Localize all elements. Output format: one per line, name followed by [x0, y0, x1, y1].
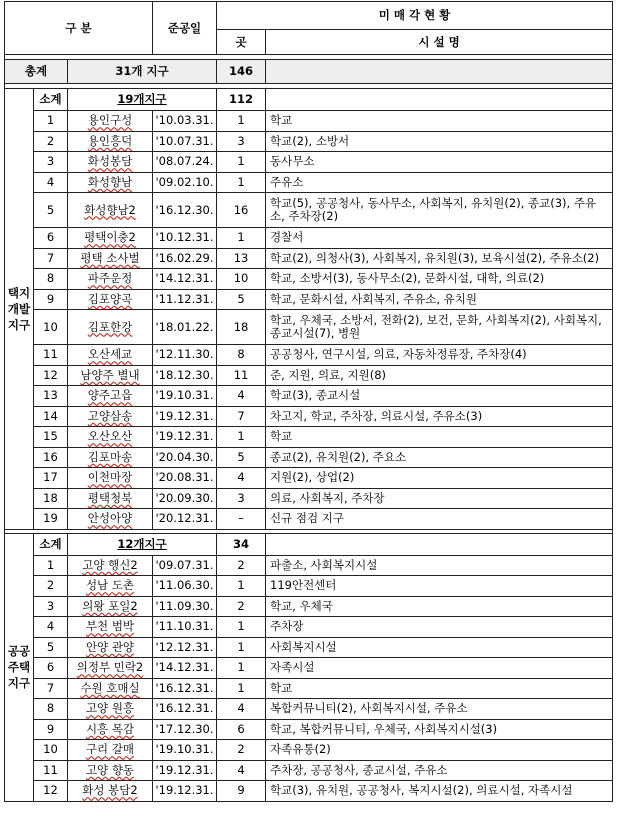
completion-date: '12.11.30. — [153, 345, 217, 366]
unsold-count: 1 — [217, 427, 266, 448]
district-name-text: 이천마장 — [87, 470, 133, 485]
district-name-text: 안성아양 — [87, 511, 133, 526]
subtotal-row — [5, 89, 613, 111]
row-number: 11 — [34, 760, 68, 781]
district-name-text: 안양 관양 — [85, 639, 135, 654]
row-number: 4 — [34, 172, 68, 193]
facility-names: 차고지, 학교, 주차장, 의료시설, 주유소(3) — [266, 406, 613, 427]
table-row — [5, 576, 613, 597]
district-name — [68, 637, 153, 658]
completion-date: '17.12.30. — [153, 719, 217, 740]
table-row — [5, 488, 613, 509]
table-row — [5, 365, 613, 386]
district-name-text: 성남 도촌 — [85, 578, 135, 593]
table-row — [5, 468, 613, 489]
completion-date: '16.12.30. — [153, 193, 217, 228]
table-row — [5, 193, 613, 228]
unsold-count: 13 — [217, 248, 266, 269]
table-row — [5, 172, 613, 193]
facility-names: 학교 — [266, 427, 613, 448]
completion-date: '19.12.31. — [153, 760, 217, 781]
district-name — [68, 576, 153, 597]
unsold-count: 4 — [217, 468, 266, 489]
facility-names: 경찰서 — [266, 228, 613, 249]
header-category: 구 분 — [5, 2, 153, 55]
facility-names: 학교, 소방서(3), 동사무소(2), 문화시설, 대학, 의료(2) — [266, 269, 613, 290]
subtotal-label: 소계 — [34, 89, 68, 111]
unsold-count: 1 — [217, 678, 266, 699]
row-number: 13 — [34, 386, 68, 407]
facility-names: 주유소 — [266, 172, 613, 193]
subtotal-count: 34 — [217, 533, 266, 555]
row-number: 19 — [34, 509, 68, 530]
unsold-count: 1 — [217, 111, 266, 132]
district-name-text: 평택청북 — [87, 490, 133, 505]
table-row — [5, 152, 613, 173]
facility-names: 학교(5), 공공청사, 동사무소, 사회복지, 유치원(2), 종교(3), 주유소, 주차장(2) — [266, 193, 613, 228]
facility-names: 학교(2), 소방서 — [266, 131, 613, 152]
district-name-text: 용인구성 — [87, 113, 133, 128]
district-name-text: 고양 원흥 — [85, 701, 135, 716]
unsold-count: 1 — [217, 617, 266, 638]
district-name — [68, 172, 153, 193]
subtotal-districts: 19개지구 — [68, 89, 217, 111]
table-row — [5, 427, 613, 448]
district-name — [68, 310, 153, 345]
district-name-text: 오산오산 — [87, 429, 133, 444]
row-number: 7 — [34, 678, 68, 699]
unsold-count: 1 — [217, 172, 266, 193]
district-name — [68, 111, 153, 132]
district-name — [68, 289, 153, 310]
subtotal-facility — [266, 89, 613, 111]
row-number: 6 — [34, 658, 68, 679]
district-name-text: 부천 범박 — [85, 619, 135, 634]
table-row — [5, 637, 613, 658]
district-name-text: 고양삼송 — [87, 408, 133, 423]
table-row — [5, 248, 613, 269]
unsold-count: – — [217, 509, 266, 530]
table-row — [5, 596, 613, 617]
table-row — [5, 699, 613, 720]
completion-date: '11.09.30. — [153, 596, 217, 617]
table-row — [5, 719, 613, 740]
unsold-count: 2 — [217, 555, 266, 576]
row-number: 1 — [34, 555, 68, 576]
completion-date: '16.12.31. — [153, 699, 217, 720]
completion-date: '08.07.24. — [153, 152, 217, 173]
header-completion-date: 준공일 — [153, 2, 217, 55]
completion-date: '14.12.31. — [153, 269, 217, 290]
table-row — [5, 345, 613, 366]
completion-date: '14.12.31. — [153, 658, 217, 679]
unsold-count: 1 — [217, 658, 266, 679]
district-name — [68, 228, 153, 249]
district-name — [68, 193, 153, 228]
group-label: 택지 개발 지구 — [5, 89, 34, 530]
completion-date: '10.03.31. — [153, 111, 217, 132]
district-name — [68, 555, 153, 576]
unsold-count: 10 — [217, 269, 266, 290]
completion-date: '09.07.31. — [153, 555, 217, 576]
district-name — [68, 781, 153, 802]
subtotal-count: 112 — [217, 89, 266, 111]
table-row — [5, 760, 613, 781]
district-name — [68, 131, 153, 152]
completion-date: '19.10.31. — [153, 740, 217, 761]
unsold-count: 2 — [217, 596, 266, 617]
table-row — [5, 228, 613, 249]
district-name-text: 파주운정 — [87, 271, 133, 286]
row-number: 12 — [34, 781, 68, 802]
unsold-count: 7 — [217, 406, 266, 427]
table-row — [5, 555, 613, 576]
facility-names: 자족유통(2) — [266, 740, 613, 761]
facility-names: 복합커뮤니티(2), 사회복지시설, 주유소 — [266, 699, 613, 720]
district-name-text: 화성향남 — [87, 174, 133, 189]
district-name — [68, 699, 153, 720]
unsold-count: 11 — [217, 365, 266, 386]
unsold-count: 1 — [217, 228, 266, 249]
completion-date: '19.12.31. — [153, 427, 217, 448]
facility-names: 학교, 문화시설, 사회복지, 주유소, 유치원 — [266, 289, 613, 310]
row-number: 8 — [34, 699, 68, 720]
facility-names: 학교, 우체국 — [266, 596, 613, 617]
facility-names: 공공청사, 연구시설, 의료, 자동차정류장, 주차장(4) — [266, 345, 613, 366]
unsold-count: 4 — [217, 760, 266, 781]
district-name-text: 평택이충2 — [84, 230, 136, 245]
district-name-text: 구리 갈매 — [85, 742, 135, 757]
district-name-text: 고양 향동 — [85, 762, 135, 777]
district-name — [68, 740, 153, 761]
unsold-count: 1 — [217, 576, 266, 597]
row-number: 3 — [34, 152, 68, 173]
district-name-text: 김포양곡 — [87, 291, 133, 306]
district-name — [68, 447, 153, 468]
row-number: 11 — [34, 345, 68, 366]
district-name-text: 고양 행신2 — [82, 557, 138, 572]
unsold-count: 2 — [217, 740, 266, 761]
table-row — [5, 447, 613, 468]
district-name-text: 수원 호매실 — [80, 680, 140, 695]
completion-date: '11.12.31. — [153, 289, 217, 310]
subtotal-facility — [266, 533, 613, 555]
table-row — [5, 406, 613, 427]
total-districts: 31개 지구 — [68, 60, 217, 84]
facility-names: 119안전센터 — [266, 576, 613, 597]
row-number: 10 — [34, 740, 68, 761]
total-label: 총계 — [5, 60, 68, 84]
facility-names: 학교 — [266, 111, 613, 132]
row-number: 4 — [34, 617, 68, 638]
row-number: 5 — [34, 637, 68, 658]
facility-names: 학교, 우체국, 소방서, 전화(2), 보건, 문화, 사회복지(2), 사회복지, 종교시설(7), 병원 — [266, 310, 613, 345]
subtotal-districts: 12개지구 — [68, 533, 217, 555]
district-name — [68, 678, 153, 699]
table-row — [5, 678, 613, 699]
row-number: 10 — [34, 310, 68, 345]
district-name — [68, 719, 153, 740]
row-number: 18 — [34, 488, 68, 509]
table-row — [5, 740, 613, 761]
facility-names: 학교, 복합커뮤니티, 우체국, 사회복지시설(3) — [266, 719, 613, 740]
header-status: 미 매 각 현 황 — [217, 2, 613, 30]
unsold-count: 5 — [217, 447, 266, 468]
facility-names: 주차장, 공공청사, 종교시설, 주유소 — [266, 760, 613, 781]
facility-names: 종교(2), 유치원(2), 주요소 — [266, 447, 613, 468]
district-name-text: 시흥 목감 — [85, 721, 135, 736]
completion-date: '20.04.30. — [153, 447, 217, 468]
row-number: 12 — [34, 365, 68, 386]
district-name-text: 김포한강 — [87, 319, 133, 334]
completion-date: '19.12.31. — [153, 406, 217, 427]
district-name-text: 남양주 별내 — [80, 367, 140, 382]
district-name — [68, 509, 153, 530]
facility-names: 사회복지시설 — [266, 637, 613, 658]
facility-names: 파출소, 사회복지시설 — [266, 555, 613, 576]
unsold-count: 8 — [217, 345, 266, 366]
completion-date: '18.12.30. — [153, 365, 217, 386]
row-number: 16 — [34, 447, 68, 468]
facility-names: 의료, 사회복지, 주차장 — [266, 488, 613, 509]
table-row — [5, 269, 613, 290]
completion-date: '16.12.31. — [153, 678, 217, 699]
row-number: 1 — [34, 111, 68, 132]
district-name — [68, 468, 153, 489]
unsold-count: 18 — [217, 310, 266, 345]
district-name — [68, 617, 153, 638]
district-name — [68, 427, 153, 448]
subtotal-label: 소계 — [34, 533, 68, 555]
unsold-count: 3 — [217, 488, 266, 509]
completion-date: '09.02.10. — [153, 172, 217, 193]
header-count: 곳 — [217, 30, 266, 55]
table-row — [5, 781, 613, 802]
table-row — [5, 131, 613, 152]
facility-names: 지원(2), 상업(2) — [266, 468, 613, 489]
district-name — [68, 760, 153, 781]
facility-names: 신규 점검 지구 — [266, 509, 613, 530]
row-number: 5 — [34, 193, 68, 228]
district-name-text: 의왕 포일2 — [82, 598, 138, 613]
unsold-count: 9 — [217, 781, 266, 802]
district-name — [68, 345, 153, 366]
subtotal-row — [5, 533, 613, 555]
district-name-text: 용인흥덕 — [87, 133, 133, 148]
unsold-count: 4 — [217, 386, 266, 407]
completion-date: '12.12.31. — [153, 637, 217, 658]
facility-names: 자족시설 — [266, 658, 613, 679]
completion-date: '11.10.31. — [153, 617, 217, 638]
facility-names: 학교(3), 유치원, 공공청사, 복지시설(2), 의료시설, 자족시설 — [266, 781, 613, 802]
header-facility: 시 설 명 — [266, 30, 613, 55]
district-name — [68, 658, 153, 679]
table-row — [5, 111, 613, 132]
facility-names: 학교(2), 의청사(3), 사회복지, 유치원(3), 보육시설(2), 주유소(2) — [266, 248, 613, 269]
row-number: 14 — [34, 406, 68, 427]
unsold-count: 4 — [217, 699, 266, 720]
district-name — [68, 406, 153, 427]
district-name-text: 화성향남2 — [84, 202, 136, 217]
row-number: 2 — [34, 576, 68, 597]
row-number: 9 — [34, 719, 68, 740]
completion-date: '11.06.30. — [153, 576, 217, 597]
row-number: 6 — [34, 228, 68, 249]
facility-status-table — [4, 1, 613, 802]
row-number: 8 — [34, 269, 68, 290]
table-row — [5, 289, 613, 310]
district-name — [68, 386, 153, 407]
row-number: 2 — [34, 131, 68, 152]
total-facility — [266, 60, 613, 84]
unsold-count: 16 — [217, 193, 266, 228]
completion-date: '20.09.30. — [153, 488, 217, 509]
unsold-count: 1 — [217, 152, 266, 173]
unsold-count: 5 — [217, 289, 266, 310]
district-name — [68, 248, 153, 269]
table-row — [5, 386, 613, 407]
table-row — [5, 617, 613, 638]
facility-names: 주차장 — [266, 617, 613, 638]
completion-date: '19.12.31. — [153, 781, 217, 802]
facility-names: 동사무소 — [266, 152, 613, 173]
district-name-text: 오산세교 — [87, 347, 133, 362]
completion-date: '20.08.31. — [153, 468, 217, 489]
completion-date: '20.12.31. — [153, 509, 217, 530]
completion-date: '16.02.29. — [153, 248, 217, 269]
group-label: 공공 주택 지구 — [5, 533, 34, 801]
district-name-text: 화성 봉담2 — [82, 783, 138, 798]
row-number: 3 — [34, 596, 68, 617]
row-number: 15 — [34, 427, 68, 448]
district-name-text: 김포마송 — [87, 449, 133, 464]
facility-names: 준, 지원, 의료, 지원(8) — [266, 365, 613, 386]
unsold-count: 1 — [217, 637, 266, 658]
table-row — [5, 509, 613, 530]
district-name — [68, 488, 153, 509]
unsold-count: 3 — [217, 131, 266, 152]
completion-date: '18.01.22. — [153, 310, 217, 345]
row-number: 9 — [34, 289, 68, 310]
district-name-text: 화성봉담 — [87, 154, 133, 169]
district-name — [68, 269, 153, 290]
district-name — [68, 596, 153, 617]
total-count: 146 — [217, 60, 266, 84]
row-number: 7 — [34, 248, 68, 269]
table-row — [5, 310, 613, 345]
table-row — [5, 658, 613, 679]
district-name — [68, 152, 153, 173]
unsold-count: 6 — [217, 719, 266, 740]
completion-date: '10.07.31. — [153, 131, 217, 152]
completion-date: '10.12.31. — [153, 228, 217, 249]
facility-names: 학교(3), 종교시설 — [266, 386, 613, 407]
district-name-text: 양주고읍 — [87, 388, 133, 403]
completion-date: '19.10.31. — [153, 386, 217, 407]
row-number: 17 — [34, 468, 68, 489]
district-name — [68, 365, 153, 386]
district-name-text: 평택 소사벌 — [80, 250, 140, 265]
district-name-text: 의정부 민락2 — [76, 660, 144, 675]
facility-names: 학교 — [266, 678, 613, 699]
